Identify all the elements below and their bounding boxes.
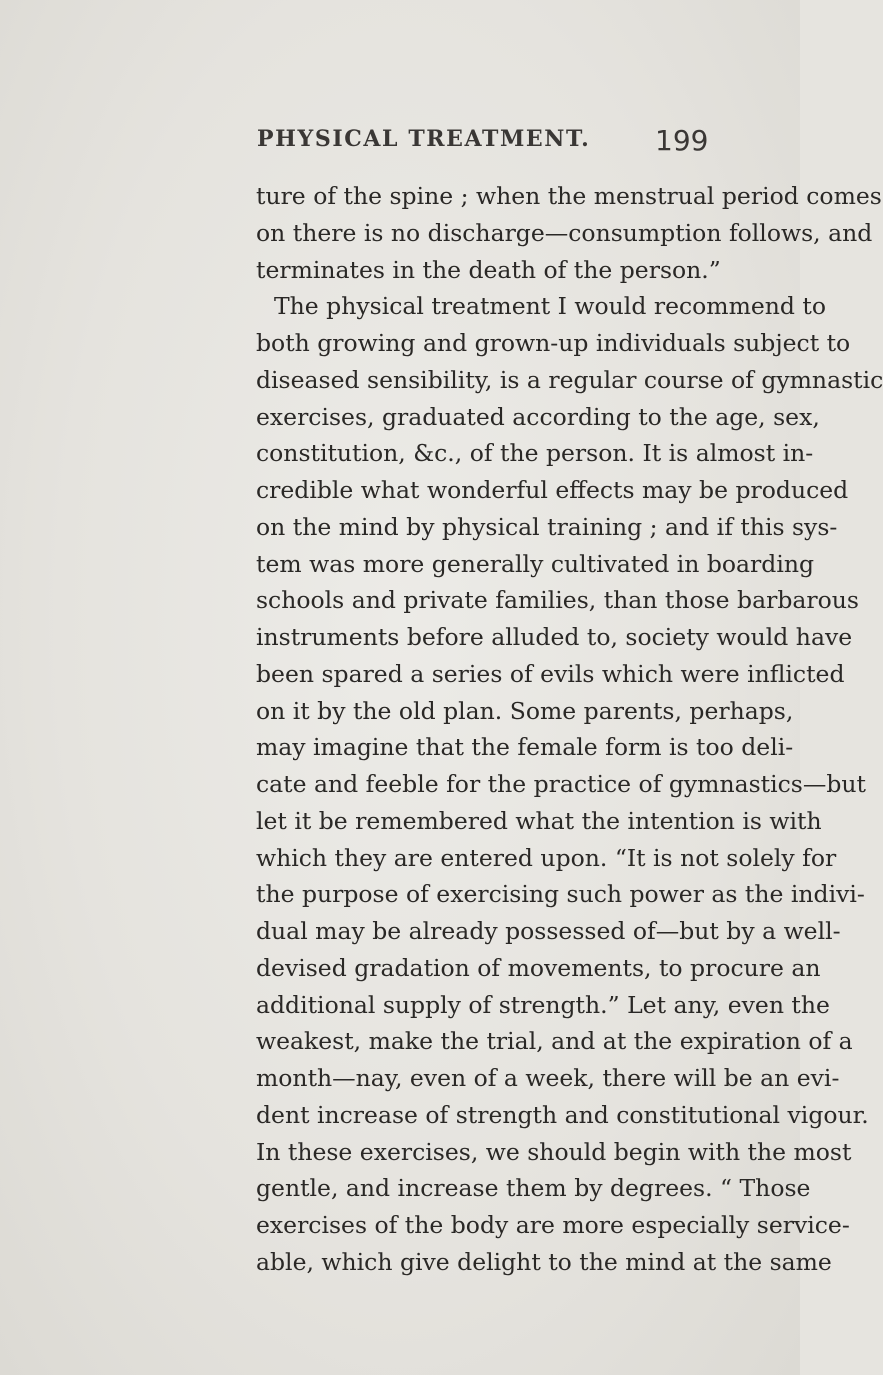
text-line: diseased sensibility, is a regular course of gymnastic [256, 365, 883, 394]
text-line: constitution, &c., of the person. It is almost in- [256, 439, 814, 468]
text-line: gentle, and increase them by degrees. “ Those [256, 1174, 811, 1203]
text-line: instruments before alluded to, society would have [256, 623, 853, 651]
text-line: dual may be already possessed of—but by a well- [256, 917, 841, 945]
text-line: weakest, make the trial, and at the expiration of a [256, 1027, 853, 1056]
page-header [257, 124, 717, 164]
page-number: 199 [655, 124, 709, 157]
running-title: PHYSICAL TREATMENT. [257, 126, 591, 152]
text-line: additional supply of strength.” Let any, even the [256, 990, 830, 1019]
text-line: The physical treatment I would recommend to [274, 292, 826, 321]
text-line: been spared a series of evils which were inflicted [256, 659, 845, 688]
text-line: exercises, graduated according to the age, sex, [256, 402, 820, 431]
text-line: on the mind by physical training ; and if this sys- [256, 512, 838, 541]
text-line: able, which give delight to the mind at the same [256, 1247, 832, 1276]
text-line: may imagine that the female form is too deli- [256, 733, 794, 762]
text-line: the purpose of exercising such power as the indivi- [256, 880, 865, 909]
text-line: tem was more generally cultivated in boarding [256, 549, 815, 578]
text-line: both growing and grown-up individuals subject to [256, 329, 851, 357]
text-line: dent increase of strength and constitutional vigour. [256, 1100, 869, 1129]
text-line: schools and private families, than those barbarous [256, 586, 859, 615]
body-text [256, 178, 883, 1281]
text-line: on there is no discharge—consumption follows, and [256, 218, 873, 247]
text-line: let it be remembered what the intention is with [256, 806, 822, 835]
text-line: on it by the old plan. Some parents, perhaps, [256, 696, 794, 725]
text-line: ture of the spine ; when the menstrual period comes [256, 182, 882, 210]
text-line: which they are entered upon. “It is not solely for [256, 843, 837, 872]
text-line: credible what wonderful effects may be produced [256, 476, 849, 504]
text-line: exercises of the body are more especially service- [256, 1211, 850, 1239]
text-line: month—nay, even of a week, there will be an evi- [256, 1064, 840, 1092]
text-line: terminates in the death of the person.” [256, 255, 721, 284]
text-line: In these exercises, we should begin with the most [256, 1137, 852, 1166]
text-line: devised gradation of movements, to procure an [256, 953, 821, 982]
text-line: cate and feeble for the practice of gymnastics—but [256, 770, 866, 798]
